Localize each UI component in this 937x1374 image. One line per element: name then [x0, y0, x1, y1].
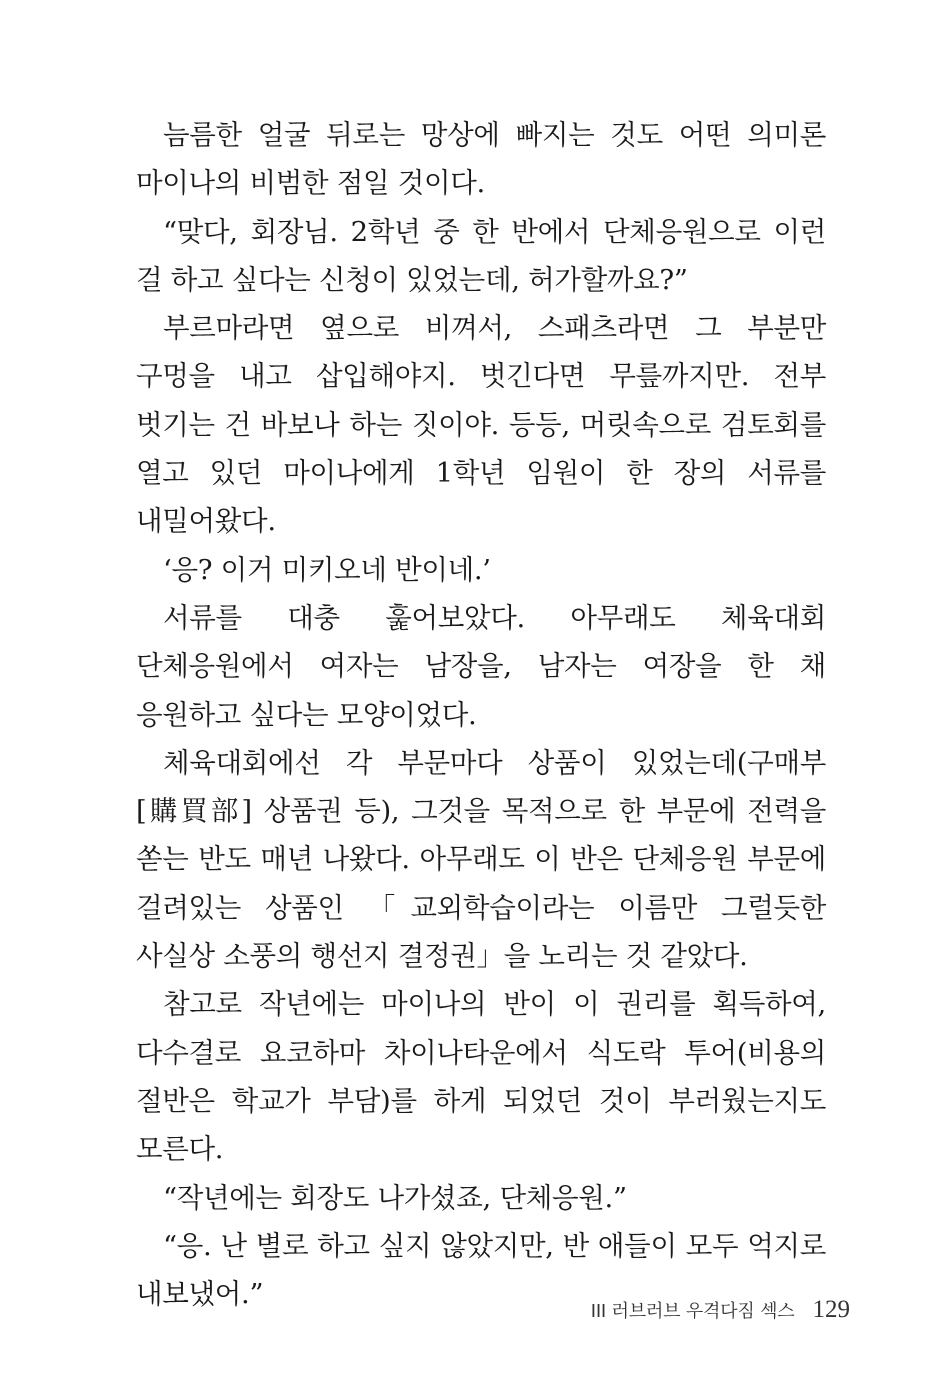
- body-text: [136, 111, 826, 1318]
- paragraph: “응. 난 별로 하고 싶지 않았지만, 반 애들이 모두 억지로 내보냈어.”: [136, 1229, 826, 1311]
- paragraph: “맞다, 회장님. 2학년 중 한 반에서 단체응원으로 이런 걸 하고 싶다는 신청이 있었는데, 허가할까요?”: [136, 215, 826, 296]
- paragraph: “작년에는 회장도 나가셨죠, 단체응원.”: [163, 1181, 627, 1214]
- paragraph: 체육대회에선 각 부문마다 상품이 있었는데(구매부[購買部] 상품권 등), 그것을 목적으로 한 부문에 전력을 쏟는 반도 매년 나왔다. 아무래도 이 반은 단체응원 부문에 걸려있는 상품인 「교외학습이라는 이름만 그럴듯한 사실상 소풍의 행선지 결정권」을 노리는 것 같았다.: [136, 746, 826, 973]
- paragraph: 참고로 작년에는 마이나의 반이 이 권리를 획득하여, 다수결로 요코하마 차이나타운에서 식도락 투어(비용의 절반은 학교가 부담)를 하게 되었던 것이 부러웠는지도 모른다.: [136, 988, 826, 1166]
- paragraph: ‘응? 이거 미키오네 반이네.’: [163, 553, 491, 586]
- paragraph: 늠름한 얼굴 뒤로는 망상에 빠지는 것도 어떤 의미론 마이나의 비범한 점일 것이다.: [136, 119, 826, 200]
- running-footer-title: III 러브러브 우격다짐 섹스: [590, 1301, 795, 1322]
- page-number: 129: [812, 1296, 850, 1323]
- page-footer: [0, 1292, 850, 1328]
- paragraph: 서류를 대충 훑어보았다. 아무래도 체육대회 단체응원에서 여자는 남장을, 남자는 여장을 한 채 응원하고 싶다는 모양이었다.: [136, 601, 826, 731]
- paragraph: 부르마라면 옆으로 비껴서, 스패츠라면 그 부분만 구멍을 내고 삽입해야지. 벗긴다면 무릎까지만. 전부 벗기는 건 바보나 하는 짓이야. 등등, 머릿속으로 검토회를 열고 있던 마이나에게 1학년 임원이 한 장의 서류를 내밀어왔다.: [136, 312, 826, 538]
